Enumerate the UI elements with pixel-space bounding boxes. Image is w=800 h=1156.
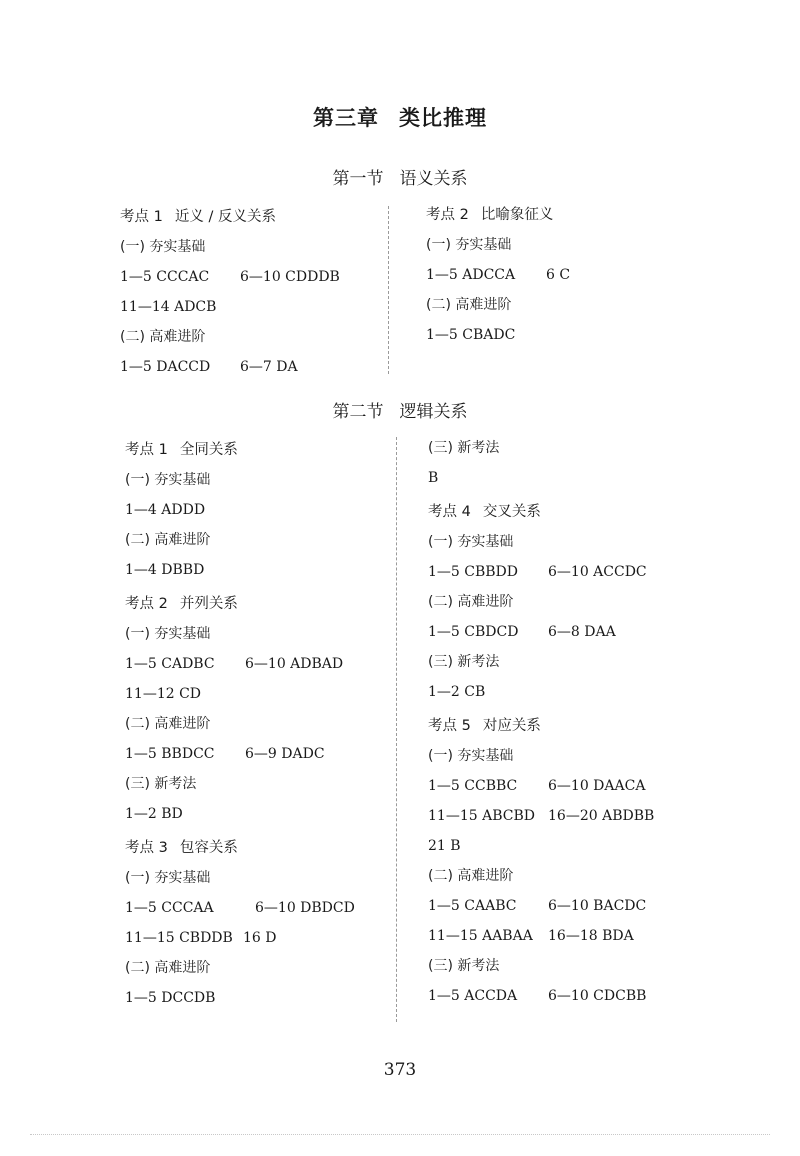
- answer-line: 11—15 AABAA 16—18 BDA: [428, 928, 634, 944]
- level-heading: (一) 夯实基础: [428, 748, 514, 764]
- level-heading: (二) 高难进阶: [428, 868, 514, 884]
- answer-line: 1—5 DACCD 6—7 DA: [120, 359, 298, 375]
- answer-line: 1—5 CADBC 6—10 ADBAD: [125, 656, 344, 672]
- section1-left-column: [120, 202, 380, 382]
- topic-heading: 考点 1 近义 / 反义关系: [120, 209, 276, 225]
- level-heading: (一) 夯实基础: [120, 239, 206, 255]
- answer-line: 1—5 CCCAC 6—10 CDDDB: [120, 269, 340, 285]
- column-divider: [396, 437, 397, 1022]
- answer-line: 1—5 BBDCC 6—9 DADC: [125, 746, 325, 762]
- level-heading: (二) 高难进阶: [125, 960, 211, 976]
- topic-heading: 考点 5 对应关系: [428, 718, 541, 734]
- answer-line: 1—5 DCCDB: [125, 990, 216, 1006]
- section2-left-column: [125, 435, 390, 1013]
- level-heading: (三) 新考法: [428, 440, 500, 456]
- topic-heading: 考点 4 交叉关系: [428, 504, 541, 520]
- level-heading: (三) 新考法: [125, 776, 197, 792]
- level-heading: (一) 夯实基础: [125, 870, 211, 886]
- level-heading: (三) 新考法: [428, 958, 500, 974]
- chapter-label: 第三章: [313, 106, 379, 130]
- chapter-title: [0, 102, 800, 132]
- answer-line: 1—5 CAABC 6—10 BACDC: [428, 898, 647, 914]
- level-heading: (二) 高难进阶: [426, 297, 512, 313]
- section1-right-column: [426, 200, 726, 350]
- section2-right-column: [428, 433, 728, 1011]
- answer-line: 11—15 ABCBD 16—20 ABDBB: [428, 808, 655, 824]
- answer-line: 1—5 CCCAA 6—10 DBDCD: [125, 900, 355, 916]
- answer-line: 11—12 CD: [125, 686, 202, 702]
- answer-line: 1—2 BD: [125, 806, 183, 822]
- answer-line: 1—5 ADCCA 6 C: [426, 267, 571, 283]
- section-label: 第一节: [332, 169, 384, 189]
- answer-line: 11—14 ADCB: [120, 299, 217, 315]
- section-heading-2: [0, 397, 800, 422]
- level-heading: (三) 新考法: [428, 654, 500, 670]
- answer-line: 1—5 ACCDA 6—10 CDCBB: [428, 988, 647, 1004]
- level-heading: (二) 高难进阶: [125, 716, 211, 732]
- answer-line: 1—5 CBDCD 6—8 DAA: [428, 624, 616, 640]
- answer-line: 11—15 CBDDB 16 D: [125, 930, 277, 946]
- answer-line: 1—2 CB: [428, 684, 486, 700]
- level-heading: (二) 高难进阶: [125, 532, 211, 548]
- answer-line: 1—5 CBADC: [426, 327, 516, 343]
- topic-heading: 考点 2 并列关系: [125, 596, 238, 612]
- topic-heading: 考点 1 全同关系: [125, 442, 238, 458]
- level-heading: (一) 夯实基础: [426, 237, 512, 253]
- answer-line: 21 B: [428, 838, 461, 854]
- topic-heading: 考点 2 比喻象征义: [426, 207, 554, 223]
- page-number: 373: [383, 1060, 417, 1080]
- level-heading: (一) 夯实基础: [125, 472, 211, 488]
- level-heading: (一) 夯实基础: [125, 626, 211, 642]
- level-heading: (一) 夯实基础: [428, 534, 514, 550]
- answer-line: 1—5 CCBBC 6—10 DAACA: [428, 778, 646, 794]
- answer-line: 1—4 ADDD: [125, 502, 206, 518]
- section-name: 语义关系: [399, 169, 468, 189]
- answer-line: 1—5 CBBDD 6—10 ACCDC: [428, 564, 647, 580]
- section-label: 第二节: [332, 402, 384, 422]
- section-heading-1: [0, 164, 800, 189]
- level-heading: (二) 高难进阶: [120, 329, 206, 345]
- topic-heading: 考点 3 包容关系: [125, 840, 238, 856]
- answer-line: 1—4 DBBD: [125, 562, 205, 578]
- chapter-name: 类比推理: [399, 106, 487, 130]
- level-heading: (二) 高难进阶: [428, 594, 514, 610]
- answer-line: B: [428, 470, 439, 486]
- scan-edge-noise: [30, 1134, 770, 1135]
- section-name: 逻辑关系: [399, 402, 468, 422]
- column-divider: [388, 206, 389, 374]
